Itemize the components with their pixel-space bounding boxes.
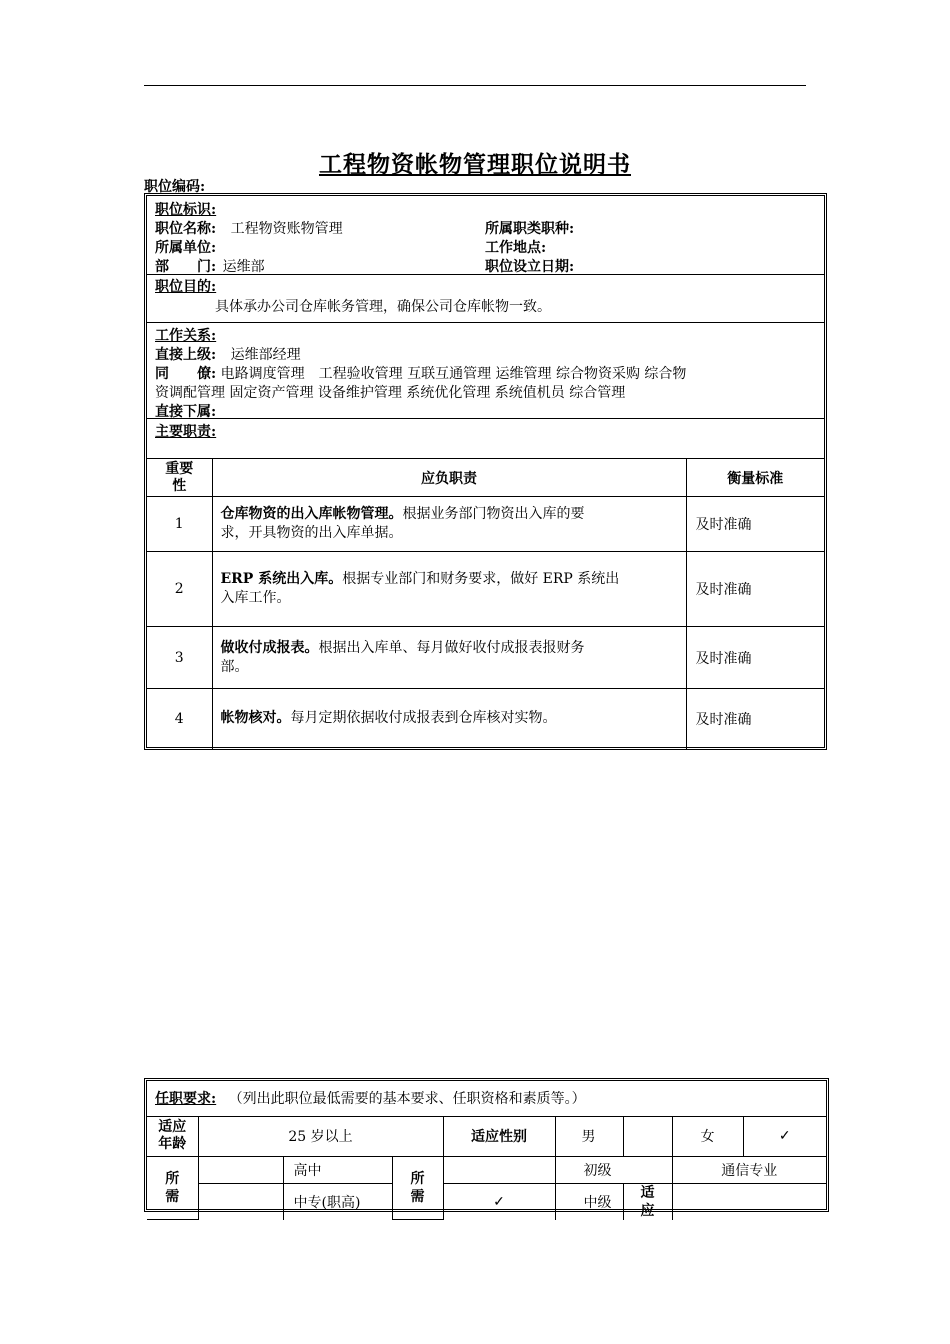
level-mid-check: ✓ xyxy=(443,1183,555,1220)
department-row xyxy=(155,256,265,276)
table-row xyxy=(147,627,824,689)
level-primary: 初级 xyxy=(555,1156,672,1183)
standard-cell: 及时准确 xyxy=(686,689,824,749)
standard-cell: 及时准确 xyxy=(686,497,824,552)
need-label: 所 需 xyxy=(147,1156,198,1220)
page-title: 工程物资帐物管理职位说明书 xyxy=(319,151,631,178)
requirements-note: （列出此职位最低需要的基本要求、任职资格和素质等。） xyxy=(228,1091,586,1108)
table-row xyxy=(147,552,824,627)
requirements-header xyxy=(147,1081,826,1116)
need-label-2: 所 需 xyxy=(392,1156,443,1220)
education-row-1 xyxy=(147,1156,826,1183)
requirements-header-row xyxy=(147,1081,826,1116)
education-row-2 xyxy=(147,1183,826,1220)
importance-header: 重要 性 xyxy=(147,459,212,497)
gender-male-check xyxy=(623,1116,672,1156)
divider xyxy=(147,274,824,275)
peers-label: 同 僚: xyxy=(155,366,217,382)
level-primary-check xyxy=(443,1156,555,1183)
job-description-box xyxy=(144,193,827,750)
requirements-label: 任职要求: xyxy=(155,1091,217,1108)
importance-cell: 3 xyxy=(147,627,212,689)
superior-row xyxy=(155,344,301,364)
education-mid-check xyxy=(198,1183,283,1220)
education-mid: 中专(职高) xyxy=(283,1183,392,1220)
duties-label: 主要职责: xyxy=(155,424,217,440)
age-gender-row xyxy=(147,1116,826,1156)
relations-label: 工作关系: xyxy=(155,328,217,344)
position-name-label: 职位名称: xyxy=(155,221,217,237)
duty-header: 应负职责 xyxy=(212,459,686,497)
table-header-row xyxy=(147,459,824,497)
divider xyxy=(147,322,824,323)
unit-label: 所属单位: xyxy=(155,240,217,256)
superior-label: 直接上级: xyxy=(155,347,217,363)
level-mid: 中级 xyxy=(555,1183,623,1220)
duties-table xyxy=(147,458,824,749)
position-name-row xyxy=(155,218,343,238)
position-name-value: 工程物资账物管理 xyxy=(230,221,343,237)
gender-male: 男 xyxy=(555,1116,623,1156)
major: 通信专业 xyxy=(672,1156,826,1183)
identity-section-label: 职位标识: xyxy=(155,202,217,218)
importance-cell: 4 xyxy=(147,689,212,749)
peers-line-1: 电路调度管理 工程验收管理 互联互通管理 运维管理 综合物资采购 综合物 xyxy=(220,366,687,382)
superior-value: 运维部经理 xyxy=(230,347,301,363)
purpose-text: 具体承办公司仓库帐务管理，确保公司仓库帐物一致。 xyxy=(215,299,551,315)
fit-label: 适 应 xyxy=(623,1183,672,1220)
divider xyxy=(147,418,824,419)
gender-female-check: ✓ xyxy=(743,1116,826,1156)
requirements-box xyxy=(144,1078,829,1219)
department-label: 部 门: xyxy=(155,259,217,275)
peers-line-2: 资调配管理 固定资产管理 设备维护管理 系统优化管理 系统值机员 综合管理 xyxy=(155,385,626,401)
duty-cell: ERP 系统出入库。根据专业部门和财务要求，做好 ERP 系统出 入库工作。 xyxy=(212,552,686,627)
age-label: 适应 年龄 xyxy=(147,1116,198,1156)
duty-cell: 做收付成报表。根据出入库单、每月做好收付成报表报财务 部。 xyxy=(212,627,686,689)
table-row xyxy=(147,497,824,552)
department-value: 运维部 xyxy=(222,259,265,275)
position-code-label: 职位编码: xyxy=(144,179,206,195)
fit-value xyxy=(672,1183,826,1220)
age-value: 25 岁以上 xyxy=(198,1116,443,1156)
peers-row xyxy=(155,363,686,383)
header-rule xyxy=(144,85,806,86)
setup-date-label: 职位设立日期: xyxy=(485,259,575,275)
education-high: 高中 xyxy=(283,1156,392,1183)
location-label: 工作地点: xyxy=(485,240,547,256)
education-high-check xyxy=(198,1156,283,1183)
standard-cell: 及时准确 xyxy=(686,627,824,689)
duty-cell: 仓库物资的出入库帐物管理。根据业务部门物资出入库的要 求，开具物资的出入库单据。 xyxy=(212,497,686,552)
standard-cell: 及时准确 xyxy=(686,552,824,627)
table-row xyxy=(147,689,824,749)
category-label: 所属职类职种: xyxy=(485,221,575,237)
subordinate-label: 直接下属: xyxy=(155,404,217,420)
importance-cell: 2 xyxy=(147,552,212,627)
requirements-table xyxy=(147,1081,826,1220)
gender-label: 适应性别 xyxy=(443,1116,555,1156)
importance-cell: 1 xyxy=(147,497,212,552)
standard-header: 衡量标准 xyxy=(686,459,824,497)
purpose-label: 职位目的: xyxy=(155,279,217,295)
gender-female: 女 xyxy=(672,1116,743,1156)
duty-cell: 帐物核对。每月定期依据收付成报表到仓库核对实物。 xyxy=(212,689,686,749)
